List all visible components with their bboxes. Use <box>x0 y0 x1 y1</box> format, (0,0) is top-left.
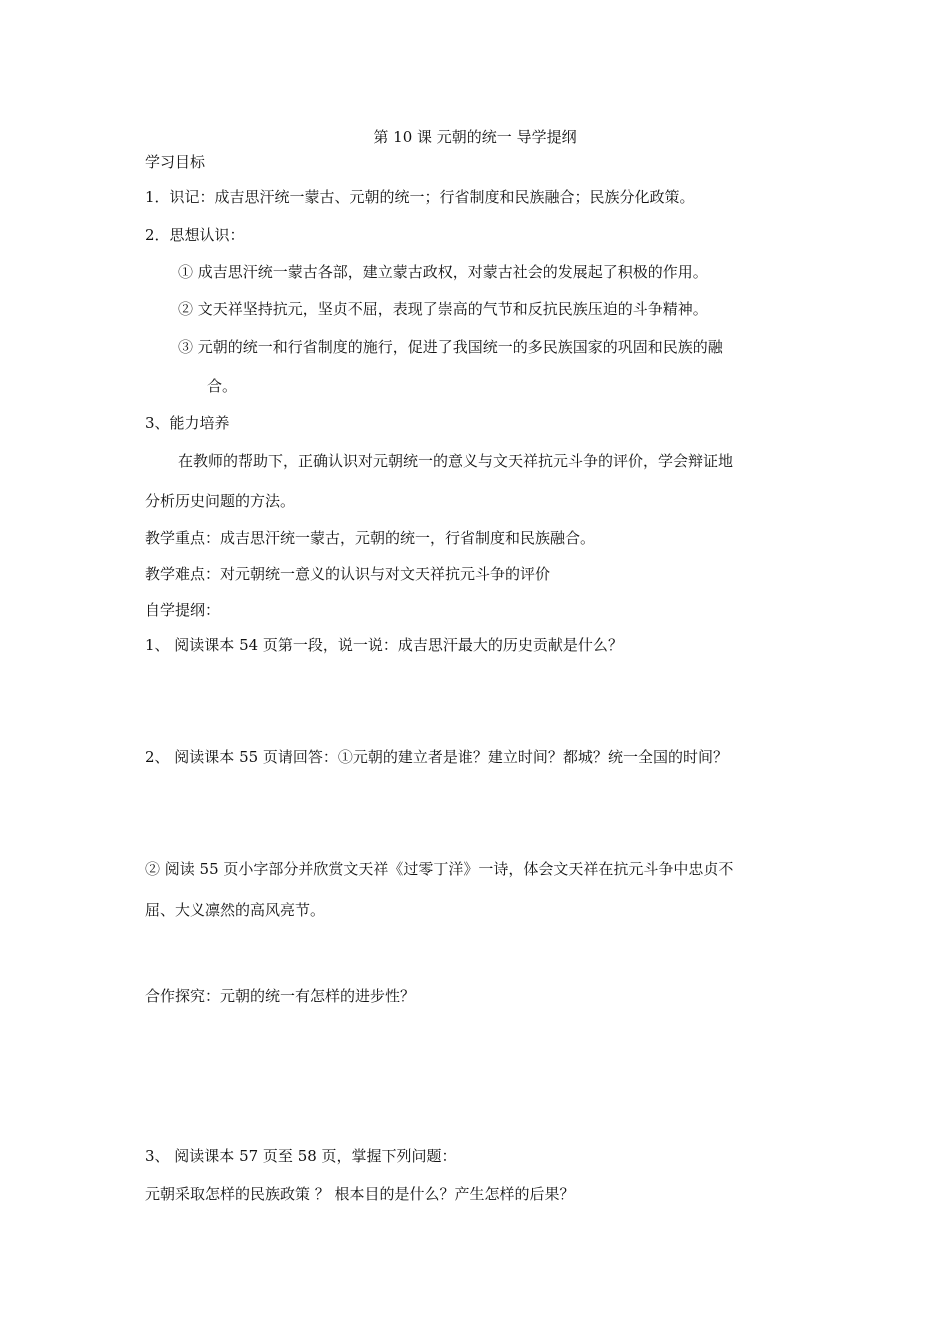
question-3: 3、 阅读课本 57 页至 58 页，掌握下列问题： <box>145 1147 457 1165</box>
question-2: 2、 阅读课本 55 页请回答：①元朝的建立者是谁？建立时间？都城？统一全国的时间？ <box>145 748 728 766</box>
goal-memorize: 1．识记：成吉思汗统一蒙古、元朝的统一；行省制度和民族融合；民族分化政策。 <box>145 188 695 206</box>
question-1: 1、 阅读课本 54 页第一段，说一说：成吉思汗最大的历史贡献是什么？ <box>145 636 623 654</box>
self-study-heading: 自学提纲： <box>145 601 221 619</box>
section-goals-heading: 学习目标 <box>145 153 206 171</box>
thought-item-2: ② 文天祥坚持抗元，坚贞不屈，表现了崇高的气节和反抗民族压迫的斗争精神。 <box>178 300 708 318</box>
key-points: 教学重点：成吉思汗统一蒙古，元朝的统一，行省制度和民族融合。 <box>145 529 596 547</box>
goal-thought-heading: 2．思想认识： <box>145 226 245 244</box>
cooperation-question: 合作探究：元朝的统一有怎样的进步性？ <box>145 987 416 1005</box>
thought-item-3: ③ 元朝的统一和行省制度的施行，促进了我国统一的多民族国家的巩固和民族的融 <box>178 338 723 356</box>
goal-ability-heading: 3、能力培养 <box>145 414 230 432</box>
thought-item-1: ① 成吉思汗统一蒙古各部，建立蒙古政权，对蒙古社会的发展起了积极的作用。 <box>178 263 708 281</box>
thought-item-3-continued: 合。 <box>207 377 238 395</box>
difficulties: 教学难点：对元朝统一意义的认识与对文天祥抗元斗争的评价 <box>145 565 551 583</box>
page-title: 第 10 课 元朝的统一 导学提纲 <box>373 128 577 146</box>
question-3-sub: 元朝采取怎样的民族政策 ？ 根本目的是什么？产生怎样的后果？ <box>145 1185 575 1203</box>
ability-paragraph-continued: 分析历史问题的方法。 <box>145 492 296 510</box>
question-2b: ② 阅读 55 页小字部分并欣赏文天祥《过零丁洋》一诗，体会文天祥在抗元斗争中忠贞不 <box>145 860 734 878</box>
question-2b-continued: 屈、大义凛然的高风亮节。 <box>145 901 326 919</box>
ability-paragraph: 在教师的帮助下，正确认识对元朝统一的意义与文天祥抗元斗争的评价，学会辩证地 <box>178 452 734 470</box>
